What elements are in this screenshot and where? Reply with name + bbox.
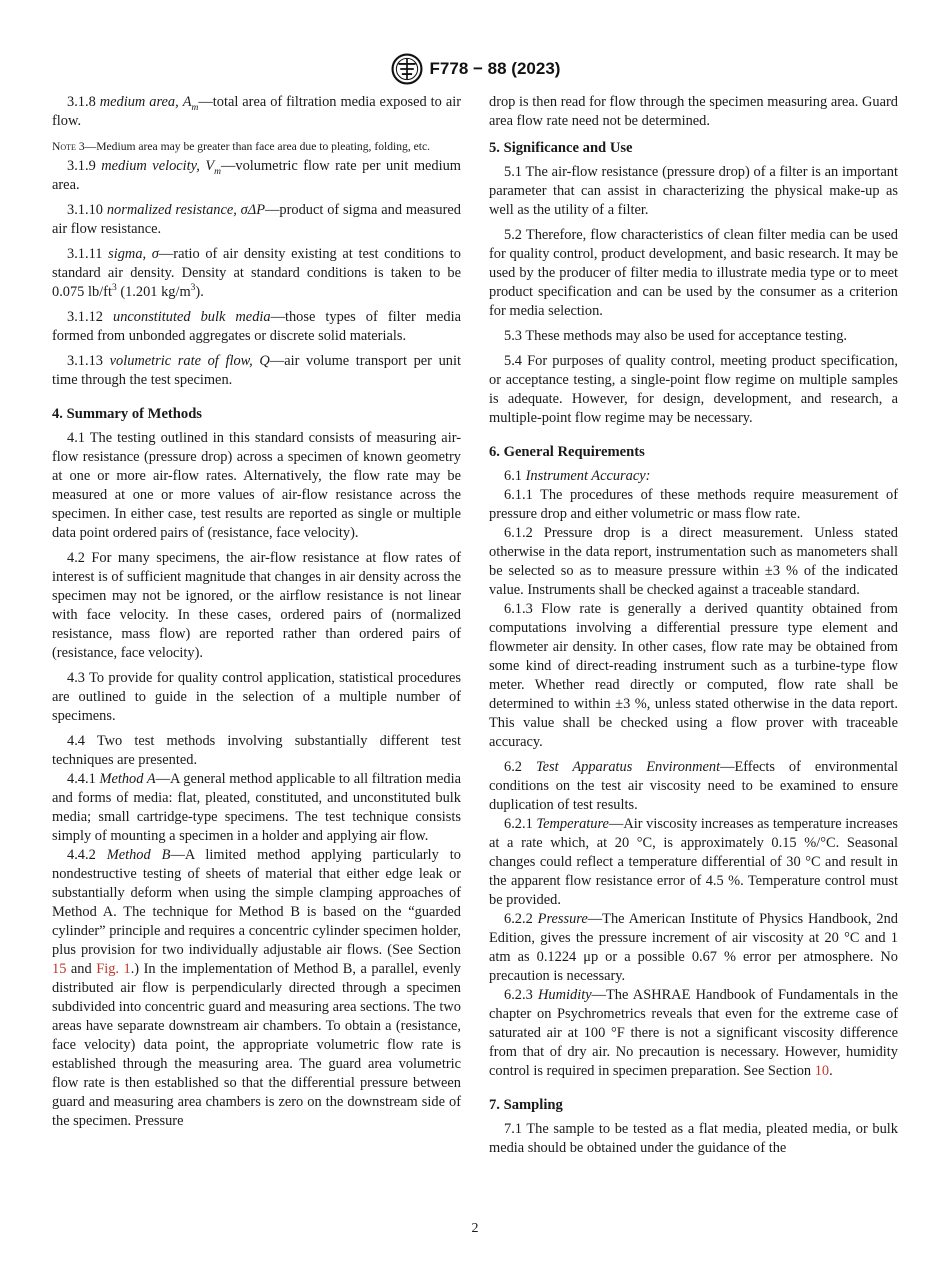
section-heading-6: 6. General Requirements — [489, 444, 645, 460]
section-15-link[interactable]: 15 — [52, 961, 67, 977]
page-number: 2 — [471, 1221, 479, 1236]
paragraph-4-3: 4.3 To provide for quality control application, statistical procedures are outlined to guide in the selection of a multiple number of specimens. — [52, 670, 461, 724]
paragraph-7-1: 7.1 The sample to be tested as a flat media, pleated media, or bulk media should be obtained under the guidance of the — [489, 1121, 898, 1156]
paragraph-5-1: 5.1 The air-flow resistance (pressure drop) of a filter is an important parameter that can assist in characterizing the physical make-up as well as the utility of a filter. — [489, 164, 898, 218]
paragraph-3-1-9: 3.1.9 medium velocity, $V_m—volumetric$ flow rate per unit medium area. — [52, 158, 461, 193]
section-heading-7: 7. Sampling — [489, 1097, 563, 1113]
paragraph-4-4: 4.4 Two test methods involving substantially different test techniques are presented. — [52, 733, 461, 768]
left-column — [52, 93, 461, 1131]
paragraph-5-2: 5.2 Therefore, flow characteristics of clean filter media can be used for quality control, product development, and basic research. It may be used by the producer of filter media to illustrate media type or to meet product specification and can be used by the consumer as a criterion for media selection. — [489, 227, 898, 319]
paragraph-4-1: 4.1 The testing outlined in this standard consists of measuring air-flow resistance (pressure drop) across a specimen of known geometry at one or more air-flow rates. Alternatively, the flow rate may be measured at one or more values of air-flow resistance across the specimen. In either case, test results are reported as single or multiple data point ordered pairs of (resistance, face velocity). — [52, 430, 461, 541]
paragraph-3-1-10: 3.1.10 normalized resistance, σΔP—product of sigma and measured air flow resistance. — [52, 202, 461, 237]
paragraph-6-2-1: 6.2.1 Temperature—Air viscosity increases as temperature increases at a rate which, at 20 °C, is approximately 0.15 %/°C. Seasonal changes could reflect a temperature differential of 30 °C and result in the apparent flow resistance error of 4.5 %. Temperature control must be provided. — [489, 816, 898, 908]
paragraph-3-1-8: 3.1.8 medium area, $A_m—total$ area of filtration media exposed to air flow. — [52, 94, 461, 129]
paragraph-6-2-3: 6.2.3 Humidity—The ASHRAE Handbook of Fundamentals in the chapter on Psychrometrics reveals that even for the extreme case of saturated air at 100 °F there is not a significant viscosity difference from that of dry air. No precaution is necessary. However, humidity control is required in specimen preparation. See Section 10. — [489, 987, 898, 1079]
paragraph-6-1-3: 6.1.3 Flow rate is generally a derived quantity obtained from computations involving a differential pressure type element and flowmeter air density. In other cases, flow rate may be obtained from some kind of direct-reading instrument such as a turbine-type flow meter. Whether read directly or computed, flow rate shall be determined to within ±3 %, unless stated otherwise in the data report. This value shall be checked using a flow prover with traceable accuracy. — [489, 601, 898, 750]
section-10-link[interactable]: 10 — [814, 1063, 830, 1079]
paragraph-4-2: 4.2 For many specimens, the air-flow resistance at flow rates of interest is of sufficient magnitude that changes in air density across the specimen may not be ignored, or the airflow resistance is not linear with face velocity. In these cases, ordered pairs of (normalized resistance, mass flow) are reported rather than ordered pairs of (resistance, face velocity). — [52, 550, 461, 661]
section-heading-4: 4. Summary of Methods — [52, 406, 202, 422]
paragraph-6-1: 6.1 Instrument Accuracy: — [504, 468, 651, 484]
section-heading-5: 5. Significance and Use — [489, 140, 633, 156]
paragraph-6-2: 6.2 Test Apparatus Environment—Effects of environmental conditions on the test air viscosity need to be examined to ensure duplication of test results. — [489, 759, 898, 813]
paragraph-4-4-2-continued: drop is then read for flow through the specimen measuring area. Guard area flow rate need not be determined. — [489, 94, 898, 129]
paragraph-6-1-1: 6.1.1 The procedures of these methods require measurement of pressure drop and either volumetric or mass flow rate. — [489, 487, 898, 522]
astm-logo-icon — [390, 52, 424, 86]
paragraph-3-1-12: 3.1.12 unconstituted bulk media—those types of filter media formed from unbonded aggregates or discrete solid materials. — [52, 309, 461, 344]
paragraph-5-4: 5.4 For purposes of quality control, meeting product specification, or acceptance testing, a single-point flow regime on multiple samples is adequate. However, for design, development, and research, a multiple-point flow regime may be necessary. — [489, 353, 898, 426]
paragraph-6-2-2: 6.2.2 Pressure—The American Institute of Physics Handbook, 2nd Edition, gives the pressure increment of air viscosity at 20 °C and 1 atm as 0.1224 μp or a possible 0.67 % error per atmosphere. No precaution is necessary. — [489, 911, 898, 984]
note-3: Note 3—Medium area may be greater than face area due to pleating, folding, etc. — [52, 140, 431, 153]
page-header — [0, 52, 950, 86]
paragraph-4-4-1: 4.4.1 Method A—A general method applicable to all filtration media and forms of media: flat, pleated, constituted, and unconstituted bulk media; small cartridge-type specimens. The test technique consists simply of mounting a specimen in a holder and applying air flow. — [52, 771, 461, 844]
paragraph-3-1-13: 3.1.13 volumetric rate of flow, Q—air volume transport per unit time through the test specimen. — [52, 353, 461, 388]
document-id: F778 − 88 (2023) — [429, 59, 561, 78]
paragraph-5-3: 5.3 These methods may also be used for acceptance testing. — [504, 328, 848, 344]
fig-1-link[interactable]: Fig. 1 — [96, 961, 131, 977]
paragraph-4-4-2: 4.4.2 Method B—A limited method applying particularly to nondestructive testing of sheets of material that either edge leak or substantially deform when using the simple clamping approaches of Method A. The technique for Method B is based on the “guarded cylinder” principle and requires a concentric cylinder specimen holder, plus provision for two individually adjustable air flows. (See Section 15 and Fig. 1.) In the implementation of Method B, a parallel, evenly distributed air flow is perpendicularly directed through a specimen subdivided into concentric guard and measuring area sections. The two areas have separate downstream air chambers. To obtain a (resistance, face velocity) data point, the appropriate volumetric flow rate is established through the measuring area. The guard area volumetric flow rate is then established so that the differential pressure between guard and measuring area chambers is zero on the downstream side of the specimen. Pressure — [52, 847, 461, 1129]
right-column — [489, 93, 898, 1164]
paragraph-6-1-2: 6.1.2 Pressure drop is a direct measurement. Unless stated otherwise in the data report, instrumentation such as manometers shall be selected so as to measure pressure within ±3 % of the indicated value. Instruments shall be checked against a traceable standard. — [489, 525, 898, 598]
paragraph-3-1-11: 3.1.11 sigma, σ—ratio of air density existing at test conditions to standard air density. Density at standard conditions is taken to be 0.075 $lb/ft^3$ (1.201 $kg/m^3$). — [52, 246, 461, 300]
